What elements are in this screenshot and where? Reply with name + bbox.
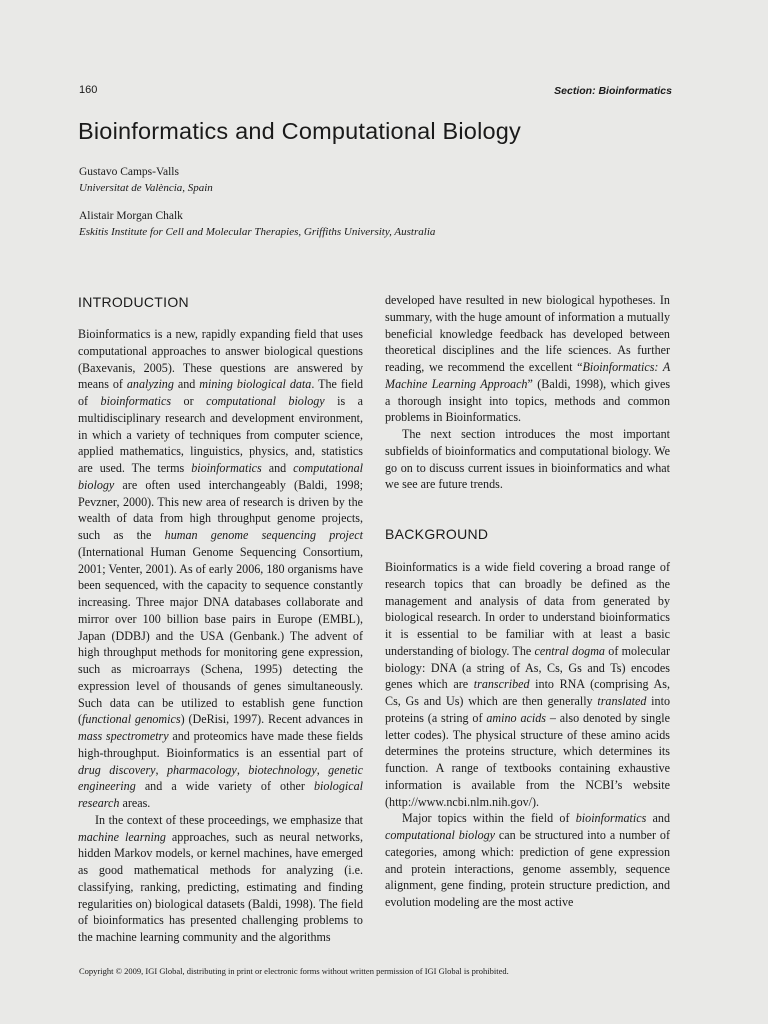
intro-paragraph-2: In the context of these proceedings, we emphasize that machine learning approaches, such as neural networks, hidden Markov models, or kernel machines, have emerged as good mathematical methods for analyzing (i.e. classifying, ranking, predicting, estimating and finding regularities on) biological datasets (Baldi, 1998). The field of bioinformatics has presented challenging problems to the machine learning community and the algorithms [78,812,364,944]
paper-title: Bioinformatics and Computational Biology [78,118,521,144]
page-number: 160 [79,84,98,96]
background-paragraph-2: Major topics within the field of bioinformatics and computational biology can be structured into a number of categories, among which: prediction of gene expression and protein interactions, genome assembly, sequence alignment, gene finding, protein structure prediction, and evolution modeling are the most active [385,811,671,909]
author-block [79,164,213,196]
intro-paragraph-1: Bioinformatics is a new, rapidly expanding field that uses computational approaches to answer biological questions (Baxevanis, 2005). These questions are answered by means of analyzing and mining biological data. The field of bioinformatics or computational biology is a multidisciplinary research and development environment, in which a variety of techniques from computer science, applied mathematics, linguistics, physics, and, statistics are used. The terms bioinformatics and computational biology are often used interchangeably (Baldi, 1998; Pevzner, 2000). This new area of research is driven by the wealth of data from high throughput genome projects, such as the human genome sequencing project (International Human Genome Sequencing Consortium, 2001; Venter, 2001). As of early 2006, 180 organisms have been sequenced, with the capacity to sequence constantly increasing. Three major DNA databases collaborate and mirror over 100 billion base pairs in Europe (EMBL), Japan (DDBJ) and the USA (Genbank.) The advent of high throughput methods for monitoring gene expression, such as microarrays (Schena, 1995) detecting the expression level of thousands of genes simultaneously. Such data can be utilized to establish gene function (functional genomics) (DeRisi, 1997). Recent advances in mass spectrometry and proteomics have made these fields high-throughput. Bioinformatics is an essential part of drug discovery, pharmacology, biotechnology, genetic engineering and a wide variety of other biological research areas. [78,327,364,810]
intro-paragraph-2-continued: developed have resulted in new biological hypotheses. In summary, with the huge amount of information a mutually beneficial knowledge feedback has developed between theoretical disciplines and the life sciences. As further reading, we recommend the excellent “Bioinformatics: A Machine Learning Approach” (Baldi, 1998), which gives a thorough insight into topics, methods and common problems in Bioinformatics. [385,293,671,425]
author-affiliation: Universitat de València, Spain [79,182,213,194]
author-affiliation: Eskitis Institute for Cell and Molecular Therapies, Griffiths University, Australia [79,226,436,238]
intro-paragraph-3: The next section introduces the most important subfields of bioinformatics and computational biology. We go on to discuss current issues in bioinformatics and what we see are future trends. [385,427,670,492]
copyright-notice: Copyright © 2009, IGI Global, distributing in print or electronic forms without written permission of IGI Global is prohibited. [79,966,509,976]
right-column [385,292,670,911]
author-name: Gustavo Camps-Valls [79,166,179,178]
background-heading: BACKGROUND [385,526,489,542]
left-column [78,292,363,946]
author-name: Alistair Morgan Chalk [79,210,183,222]
introduction-heading: INTRODUCTION [78,294,189,310]
background-paragraph-1: Bioinformatics is a wide field covering a broad range of research topics that can broadly be defined as the management and analysis of data from generated by biological research. In order to understand bioinformatics it is essential to be familiar with at least a basic understanding of biology. The central dogma of molecular biology: DNA (a string of As, Cs, Gs and Ts) encodes genes which are transcribed into RNA (comprising As, Cs, Gs and Us) which are then generally translated into proteins (a string of amino acids – also denoted by single letter codes). The physical structure of these amino acids determines the proteins structure, which determines its function. A range of textbooks containing exhaustive information is available from the NCBI’s website (http://www.ncbi.nlm.nih.gov/). [385,560,670,809]
author-block [79,208,435,240]
section-label: Section: Bioinformatics [554,85,672,97]
